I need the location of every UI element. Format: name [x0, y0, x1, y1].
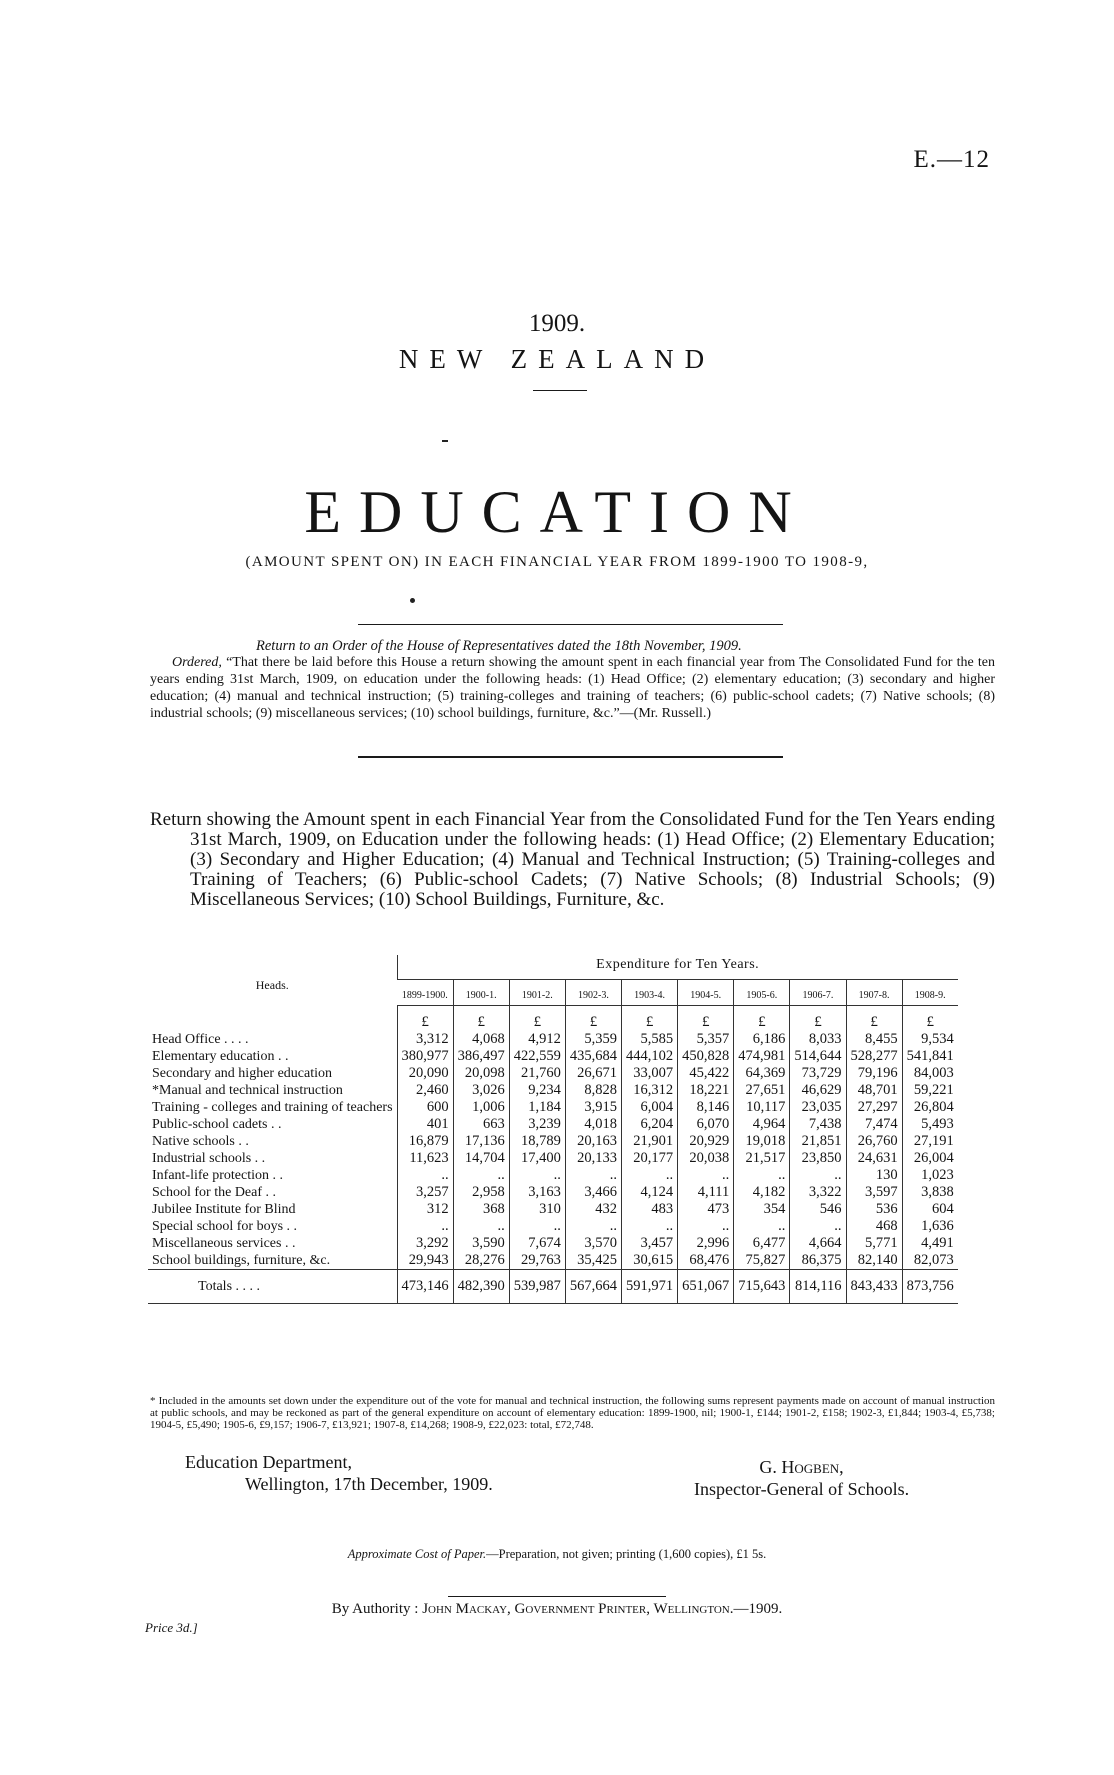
authority-label: By Authority :: [331, 1601, 419, 1617]
value-cell: 380,977: [397, 1048, 453, 1065]
row-head: Native schools . .: [152, 1134, 249, 1149]
value-cell: 2,958: [453, 1184, 509, 1201]
value-cell: 546: [790, 1201, 846, 1218]
value-cell: 82,073: [902, 1252, 958, 1270]
value-cell: ..: [453, 1167, 509, 1184]
value-cell: 64,369: [734, 1065, 790, 1082]
value-cell: 4,124: [622, 1184, 678, 1201]
table-row: [148, 1167, 958, 1184]
table-row: [148, 1218, 958, 1235]
value-cell: 3,590: [453, 1235, 509, 1252]
row-head: Miscellaneous services . .: [152, 1236, 296, 1251]
signatory-name: G. Hogben,: [759, 1457, 844, 1477]
year-header: 1906-7.: [790, 980, 846, 1006]
divider: [533, 390, 587, 391]
value-cell: ..: [509, 1218, 565, 1235]
value-cell: 3,322: [790, 1184, 846, 1201]
value-cell: 3,312: [397, 1031, 453, 1048]
value-cell: 663: [453, 1116, 509, 1133]
row-head: School for the Deaf . .: [152, 1185, 277, 1200]
value-cell: 651,067: [678, 1270, 734, 1304]
cost-label: Approximate Cost of Paper.: [347, 1547, 487, 1561]
value-cell: 450,828: [678, 1048, 734, 1065]
value-cell: 20,177: [622, 1150, 678, 1167]
value-cell: 422,559: [509, 1048, 565, 1065]
value-cell: ..: [678, 1167, 734, 1184]
year-header: 1900-1.: [453, 980, 509, 1006]
year-header: 1899-1900.: [397, 980, 453, 1006]
price: Price 3d.]: [145, 1620, 198, 1635]
value-cell: 7,674: [509, 1235, 565, 1252]
value-cell: 24,631: [846, 1150, 902, 1167]
footnote: * Included in the amounts set down under the expenditure out of the vote for manual and technical instruction, the following sums represent payments made on account of manual instruction at public schools, and may be reckoned as part of the general expenditure on account of elementary education: 1899-1900, nil; 1900-1, £144; 1901-2, £158; 1902-3, £1,844; 1903-4, £5,738; 1904-5, £5,490; 1905-6, £9,157; 1906-7, £13,921; 1907-8, £14,268; 1908-9, £22,023: total, £72,748.: [150, 1395, 995, 1431]
table-row: [148, 1201, 958, 1218]
value-cell: 5,585: [622, 1031, 678, 1048]
year-header: 1904-5.: [678, 980, 734, 1006]
year-header: 1905-6.: [734, 980, 790, 1006]
value-cell: ..: [734, 1218, 790, 1235]
value-cell: ..: [565, 1167, 621, 1184]
row-head: Special school for boys . .: [152, 1219, 298, 1234]
value-cell: 3,292: [397, 1235, 453, 1252]
row-head: Head Office . . . .: [152, 1032, 249, 1047]
value-cell: 310: [509, 1201, 565, 1218]
order-paragraph: [150, 654, 995, 722]
value-cell: 591,971: [622, 1270, 678, 1304]
value-cell: 6,070: [678, 1116, 734, 1133]
value-cell: 2,996: [678, 1235, 734, 1252]
value-cell: 18,221: [678, 1082, 734, 1099]
divider: [358, 756, 783, 758]
totals-row: [148, 1270, 958, 1304]
value-cell: 1,023: [902, 1167, 958, 1184]
value-cell: ..: [622, 1218, 678, 1235]
table-row: [148, 1031, 958, 1048]
currency-row: [148, 1006, 958, 1032]
value-cell: 20,098: [453, 1065, 509, 1082]
value-cell: 482,390: [453, 1270, 509, 1304]
year-header: 1907-8.: [846, 980, 902, 1006]
expenditure-span-label: Expenditure for Ten Years.: [397, 955, 958, 980]
value-cell: 86,375: [790, 1252, 846, 1270]
currency-symbol: £: [734, 1006, 790, 1032]
value-cell: 20,163: [565, 1133, 621, 1150]
value-cell: 401: [397, 1116, 453, 1133]
value-cell: 312: [397, 1201, 453, 1218]
value-cell: 6,004: [622, 1099, 678, 1116]
country-heading: NEW ZEALAND: [398, 344, 716, 374]
row-head: Public-school cadets . .: [152, 1117, 282, 1132]
value-cell: 9,234: [509, 1082, 565, 1099]
table-row: [148, 1133, 958, 1150]
value-cell: 82,140: [846, 1252, 902, 1270]
value-cell: 5,493: [902, 1116, 958, 1133]
main-title: EDUCATION: [304, 479, 810, 545]
value-cell: 27,191: [902, 1133, 958, 1150]
value-cell: 473,146: [397, 1270, 453, 1304]
value-cell: 8,455: [846, 1031, 902, 1048]
value-cell: 23,850: [790, 1150, 846, 1167]
row-head: Elementary education . .: [152, 1049, 289, 1064]
value-cell: ..: [509, 1167, 565, 1184]
value-cell: ..: [453, 1218, 509, 1235]
value-cell: 8,828: [565, 1082, 621, 1099]
table-row: [148, 1116, 958, 1133]
return-heading-text: Return showing the Amount spent in each Financial Year from the Consolidated Fund for the Ten Years ending 31st March, 1909, on Education under the following heads: (1) Head Office; (2) Elementary Education; (3) Secondary and Higher Education; (4) Manual and Technical Instruction; (5) Training-colleges and Training of Teachers; (6) Public-school Cadets; (7) Native Schools; (8) Industrial Schools; (9) Miscellaneous Services; (10) School Buildings, Furniture, &c.: [150, 809, 995, 910]
value-cell: 3,257: [397, 1184, 453, 1201]
value-cell: 3,570: [565, 1235, 621, 1252]
value-cell: 435,684: [565, 1048, 621, 1065]
value-cell: 7,438: [790, 1116, 846, 1133]
value-cell: 14,704: [453, 1150, 509, 1167]
value-cell: 600: [397, 1099, 453, 1116]
value-cell: 10,117: [734, 1099, 790, 1116]
value-cell: 8,033: [790, 1031, 846, 1048]
value-cell: 843,433: [846, 1270, 902, 1304]
authority-line: [0, 1601, 1114, 1618]
value-cell: 21,901: [622, 1133, 678, 1150]
divider: [448, 1596, 666, 1597]
value-cell: ..: [790, 1167, 846, 1184]
value-cell: ..: [622, 1167, 678, 1184]
value-cell: 567,664: [565, 1270, 621, 1304]
value-cell: 3,026: [453, 1082, 509, 1099]
value-cell: 541,841: [902, 1048, 958, 1065]
value-cell: 1,636: [902, 1218, 958, 1235]
value-cell: 444,102: [622, 1048, 678, 1065]
value-cell: 715,643: [734, 1270, 790, 1304]
value-cell: 468: [846, 1218, 902, 1235]
return-heading: [150, 810, 995, 910]
value-cell: 79,196: [846, 1065, 902, 1082]
value-cell: 5,359: [565, 1031, 621, 1048]
value-cell: 6,477: [734, 1235, 790, 1252]
signature-right: [694, 1456, 909, 1500]
value-cell: 6,204: [622, 1116, 678, 1133]
document-year: 1909.: [528, 310, 586, 337]
speck: [442, 440, 448, 442]
expenditure-table: [148, 955, 958, 1304]
value-cell: 59,221: [902, 1082, 958, 1099]
value-cell: 5,771: [846, 1235, 902, 1252]
value-cell: 814,116: [790, 1270, 846, 1304]
return-to-line: Return to an Order of the House of Representatives dated the 18th November, 1909.: [256, 638, 742, 654]
value-cell: 4,964: [734, 1116, 790, 1133]
value-cell: 7,474: [846, 1116, 902, 1133]
value-cell: 432: [565, 1201, 621, 1218]
value-cell: 17,400: [509, 1150, 565, 1167]
table-row: [148, 1099, 958, 1116]
value-cell: 3,466: [565, 1184, 621, 1201]
value-cell: 8,146: [678, 1099, 734, 1116]
value-cell: 20,038: [678, 1150, 734, 1167]
value-cell: 20,090: [397, 1065, 453, 1082]
value-cell: ..: [397, 1167, 453, 1184]
value-cell: 4,912: [509, 1031, 565, 1048]
value-cell: 27,297: [846, 1099, 902, 1116]
value-cell: 3,457: [622, 1235, 678, 1252]
value-cell: 3,915: [565, 1099, 621, 1116]
value-cell: 20,929: [678, 1133, 734, 1150]
value-cell: ..: [397, 1218, 453, 1235]
table-row: [148, 1048, 958, 1065]
heads-label: Heads.: [255, 977, 289, 992]
row-head: Training - colleges and training of teachers: [152, 1100, 393, 1115]
value-cell: 3,163: [509, 1184, 565, 1201]
speck: [410, 598, 415, 603]
value-cell: 26,760: [846, 1133, 902, 1150]
value-cell: 21,760: [509, 1065, 565, 1082]
value-cell: 1,184: [509, 1099, 565, 1116]
value-cell: 539,987: [509, 1270, 565, 1304]
signatory-position: Inspector-General of Schools.: [694, 1479, 910, 1499]
currency-symbol: £: [678, 1006, 734, 1032]
ordered-text: “That there be laid before this House a return showing the amount spent in each financial year from The Consolidated Fund for the ten years ending 31st March, 1909, on education under the following heads: (1) Head Office; (2) elementary education; (3) secondary and higher education; (4) manual and technical instruction; (5) training-colleges and training of teachers; (6) public-school cadets; (7) Native schools; (8) industrial schools; (9) miscellaneous services; (10) school buildings, furniture, &c.”—(Mr. Russell.): [150, 655, 995, 721]
value-cell: 26,671: [565, 1065, 621, 1082]
value-cell: 528,277: [846, 1048, 902, 1065]
row-head: Infant-life protection . .: [152, 1168, 284, 1183]
value-cell: 1,006: [453, 1099, 509, 1116]
table-row: [148, 1252, 958, 1270]
value-cell: 536: [846, 1201, 902, 1218]
value-cell: 3,239: [509, 1116, 565, 1133]
value-cell: 46,629: [790, 1082, 846, 1099]
year-header: 1903-4.: [622, 980, 678, 1006]
currency-symbol: £: [509, 1006, 565, 1032]
value-cell: 16,879: [397, 1133, 453, 1150]
currency-symbol: £: [397, 1006, 453, 1032]
currency-symbol: £: [622, 1006, 678, 1032]
value-cell: 368: [453, 1201, 509, 1218]
value-cell: 20,133: [565, 1150, 621, 1167]
value-cell: 19,018: [734, 1133, 790, 1150]
row-head: Secondary and higher education: [152, 1066, 332, 1081]
table-row: [148, 1082, 958, 1099]
row-head: Industrial schools . .: [152, 1151, 266, 1166]
currency-symbol: £: [790, 1006, 846, 1032]
table-row: [148, 1065, 958, 1082]
place-date: Wellington, 17th December, 1909.: [245, 1474, 493, 1494]
printer-name: John Mackay, Government Printer, Wellington.—1909.: [422, 1601, 783, 1617]
value-cell: 33,007: [622, 1065, 678, 1082]
row-head: School buildings, furniture, &c.: [152, 1253, 331, 1268]
value-cell: 26,804: [902, 1099, 958, 1116]
value-cell: 84,003: [902, 1065, 958, 1082]
value-cell: 3,597: [846, 1184, 902, 1201]
empty-cell: [148, 1006, 397, 1032]
value-cell: 27,651: [734, 1082, 790, 1099]
subtitle: (AMOUNT SPENT ON) IN EACH FINANCIAL YEAR FROM 1899-1900 TO 1908-9,: [245, 554, 869, 570]
value-cell: 18,789: [509, 1133, 565, 1150]
value-cell: 9,534: [902, 1031, 958, 1048]
value-cell: 354: [734, 1201, 790, 1218]
value-cell: 386,497: [453, 1048, 509, 1065]
value-cell: 473: [678, 1201, 734, 1218]
value-cell: 3,838: [902, 1184, 958, 1201]
value-cell: 604: [902, 1201, 958, 1218]
table-body: [148, 1006, 958, 1304]
value-cell: 4,182: [734, 1184, 790, 1201]
row-head: Totals . . . .: [148, 1270, 397, 1304]
year-header: 1902-3.: [565, 980, 621, 1006]
value-cell: 474,981: [734, 1048, 790, 1065]
currency-symbol: £: [902, 1006, 958, 1032]
value-cell: 514,644: [790, 1048, 846, 1065]
department-name: Education Department,: [185, 1452, 352, 1472]
value-cell: 21,851: [790, 1133, 846, 1150]
value-cell: 5,357: [678, 1031, 734, 1048]
value-cell: 28,276: [453, 1252, 509, 1270]
value-cell: 4,068: [453, 1031, 509, 1048]
signature-left: [185, 1451, 493, 1495]
value-cell: ..: [734, 1167, 790, 1184]
table-row: [148, 1150, 958, 1167]
value-cell: 48,701: [846, 1082, 902, 1099]
divider: [358, 624, 783, 625]
row-head: *Manual and technical instruction: [152, 1083, 343, 1098]
year-header: 1901-2.: [509, 980, 565, 1006]
value-cell: 4,018: [565, 1116, 621, 1133]
value-cell: 29,763: [509, 1252, 565, 1270]
value-cell: 23,035: [790, 1099, 846, 1116]
ordered-label: Ordered,: [172, 655, 222, 670]
cost-text: —Preparation, not given; printing (1,600 copies), £1 5s.: [486, 1547, 767, 1561]
year-header: 1908-9.: [902, 980, 958, 1006]
value-cell: ..: [565, 1218, 621, 1235]
value-cell: ..: [790, 1218, 846, 1235]
value-cell: 4,664: [790, 1235, 846, 1252]
cost-line: [0, 1547, 1114, 1562]
value-cell: 6,186: [734, 1031, 790, 1048]
currency-symbol: £: [565, 1006, 621, 1032]
value-cell: 75,827: [734, 1252, 790, 1270]
value-cell: 45,422: [678, 1065, 734, 1082]
value-cell: 26,004: [902, 1150, 958, 1167]
value-cell: 73,729: [790, 1065, 846, 1082]
currency-symbol: £: [453, 1006, 509, 1032]
value-cell: 35,425: [565, 1252, 621, 1270]
value-cell: 11,623: [397, 1150, 453, 1167]
value-cell: 2,460: [397, 1082, 453, 1099]
table-row: [148, 1184, 958, 1201]
value-cell: 21,517: [734, 1150, 790, 1167]
value-cell: 873,756: [902, 1270, 958, 1304]
value-cell: 130: [846, 1167, 902, 1184]
table-row: [148, 1235, 958, 1252]
value-cell: 29,943: [397, 1252, 453, 1270]
value-cell: 30,615: [622, 1252, 678, 1270]
row-head: Jubilee Institute for Blind: [152, 1202, 296, 1217]
value-cell: 16,312: [622, 1082, 678, 1099]
value-cell: ..: [678, 1218, 734, 1235]
currency-symbol: £: [846, 1006, 902, 1032]
value-cell: 4,111: [678, 1184, 734, 1201]
value-cell: 4,491: [902, 1235, 958, 1252]
value-cell: 17,136: [453, 1133, 509, 1150]
document-reference: E.—12: [913, 146, 990, 173]
value-cell: 483: [622, 1201, 678, 1218]
value-cell: 68,476: [678, 1252, 734, 1270]
